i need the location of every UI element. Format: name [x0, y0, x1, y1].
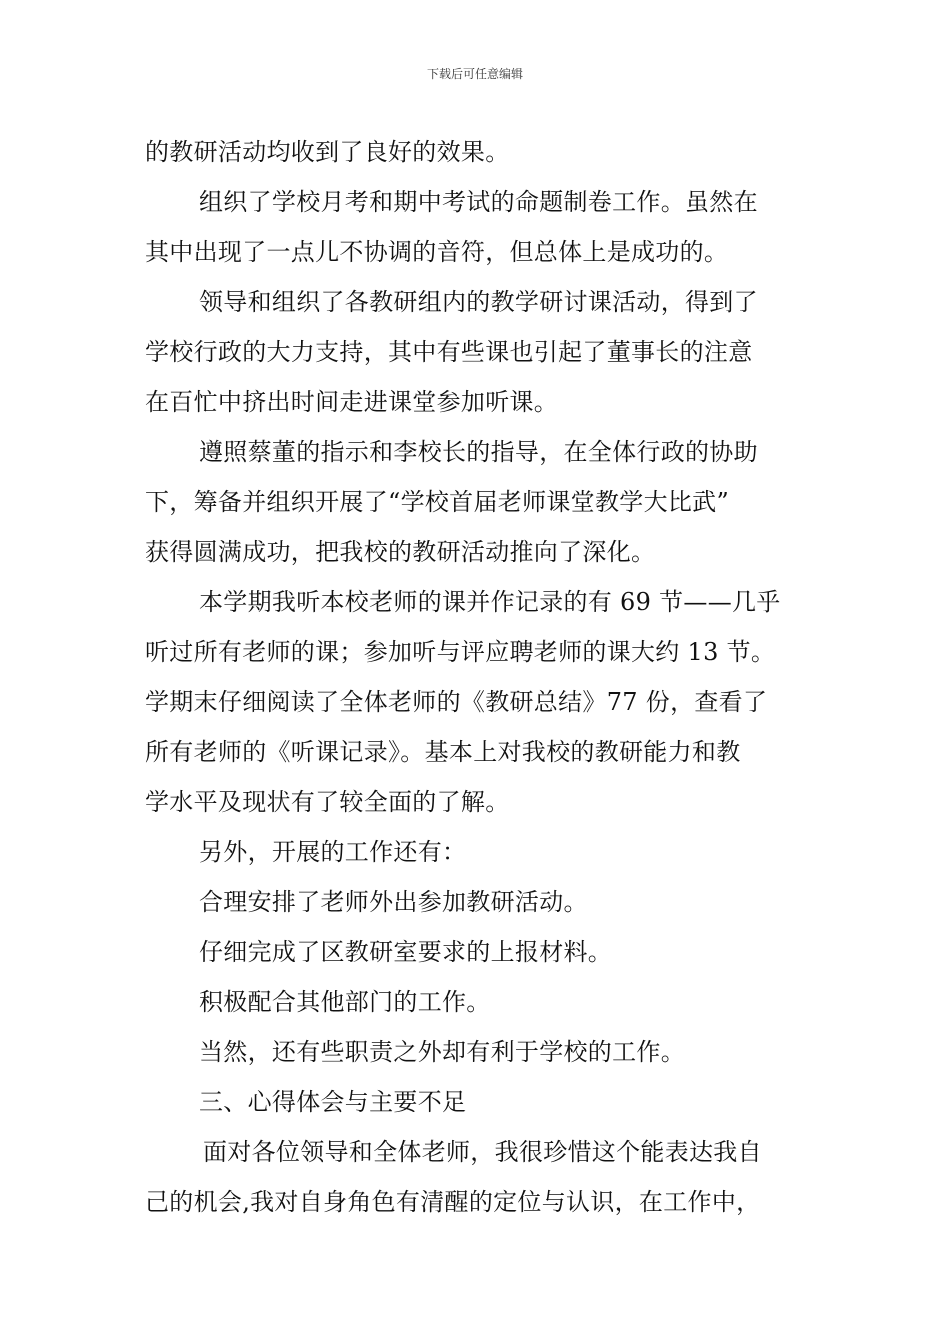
text-line: 其中出现了一点儿不协调的音符，但总体上是成功的。 — [145, 238, 729, 266]
text-line: 本学期我听本校老师的课并作记录的有 69 节——几乎 — [199, 588, 781, 616]
page-header-note: 下载后可任意编辑 — [426, 67, 523, 81]
document-body — [145, 127, 805, 1227]
text-line: 在百忙中挤出时间走进课堂参加听课。 — [145, 388, 559, 416]
text-line: 当然，还有些职责之外却有利于学校的工作。 — [199, 1038, 685, 1066]
text-line: 遵照蔡董的指示和李校长的指导，在全体行政的协助 — [199, 438, 758, 466]
text-line: 所有老师的《听课记录》。基本上对我校的教研能力和教 — [145, 738, 741, 766]
text-line: 仔细完成了区教研室要求的上报材料。 — [199, 938, 613, 966]
text-line: 积极配合其他部门的工作。 — [199, 988, 491, 1016]
text-line: 下，筹备并组织开展了“学校首届老师课堂教学大比武” — [145, 488, 730, 516]
text-line: 获得圆满成功，把我校的教研活动推向了深化。 — [145, 538, 656, 566]
text-line: 另外，开展的工作还有： — [199, 838, 467, 866]
section-heading: 三、心得体会与主要不足 — [199, 1088, 467, 1116]
text-line: 组织了学校月考和期中考试的命题制卷工作。虽然在 — [199, 188, 758, 216]
text-line: 己的机会,我对自身角色有清醒的定位与认识，在工作中， — [145, 1188, 761, 1216]
text-line: 合理安排了老师外出参加教研活动。 — [199, 888, 588, 916]
text-line: 领导和组织了各教研组内的教学研讨课活动，得到了 — [199, 288, 758, 316]
text-line: 学期末仔细阅读了全体老师的《教研总结》77 份，查看了 — [145, 688, 768, 716]
text-line: 学水平及现状有了较全面的了解。 — [145, 788, 510, 816]
text-line: 的教研活动均收到了良好的效果。 — [145, 138, 510, 166]
text-line: 学校行政的大力支持，其中有些课也引起了董事长的注意 — [145, 338, 753, 366]
text-line: 听过所有老师的课；参加听与评应聘老师的课大约 13 节。 — [145, 638, 776, 666]
text-line: 面对各位领导和全体老师，我很珍惜这个能表达我自 — [203, 1138, 762, 1166]
